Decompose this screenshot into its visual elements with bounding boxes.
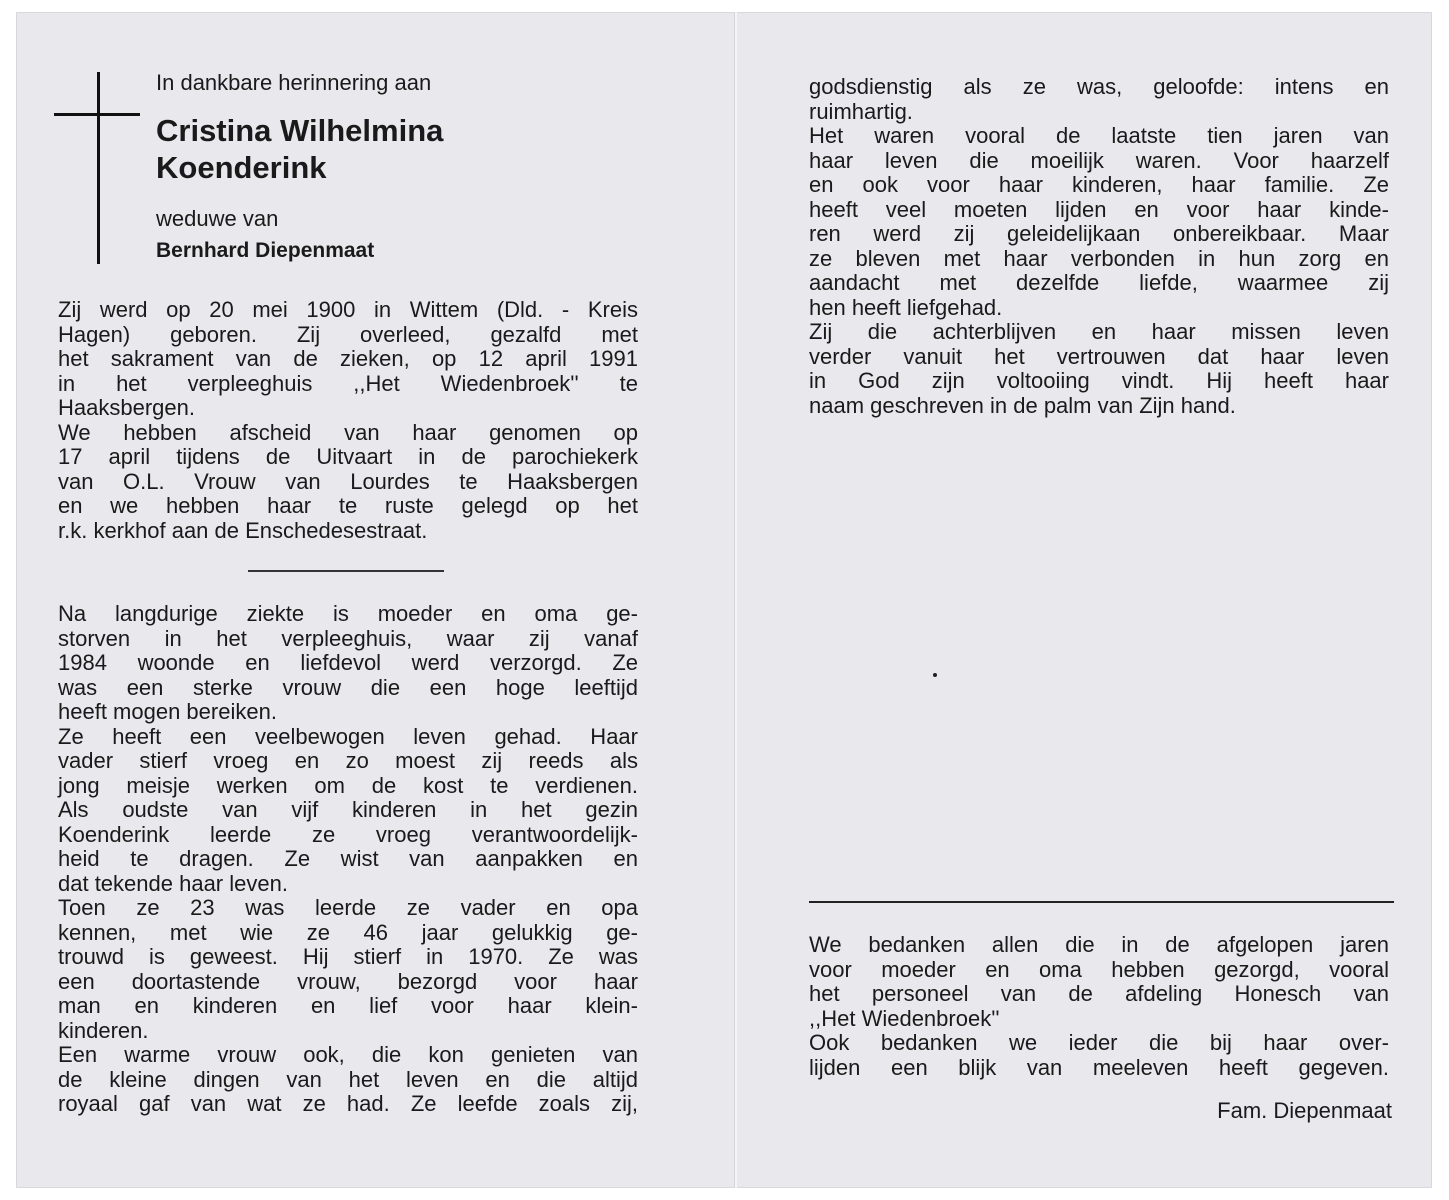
text-line: storven in het verpleeghuis, waar zij vanaf xyxy=(58,625,638,651)
text-line: Ze heeft een veelbewogen leven gehad. Haar xyxy=(58,723,638,749)
intro-text: In dankbare herinnering aan xyxy=(156,70,432,95)
husband-name: Bernhard Diepenmaat xyxy=(156,239,375,262)
memorial-card xyxy=(16,12,1432,1188)
name-line-1: Cristina Wilhelmina xyxy=(156,113,444,148)
text-line: ruimhartig. xyxy=(809,98,913,124)
text-line: 1984 woonde en liefdevol werd verzorgd. Ze xyxy=(58,650,638,675)
text-line: Na langdurige ziekte is moeder en oma ge- xyxy=(58,601,638,626)
text-line: hen heeft liefgehad. xyxy=(809,294,1003,320)
text-line: kinderen. xyxy=(58,1017,149,1043)
text-line: ze bleven met haar verbonden in hun zorg en xyxy=(809,245,1389,271)
text-line: haar leven die moeilijk waren. Voor haarzelf xyxy=(809,147,1389,173)
text-line: een doortastende vrouw, bezorgd voor haar xyxy=(58,968,638,994)
paragraph-thanks xyxy=(809,933,1389,1080)
text-line: Hagen) geboren. Zij overleed, gezalfd met xyxy=(58,321,638,347)
name-line-2: Koenderink xyxy=(156,150,327,185)
text-line: godsdienstig als ze was, geloofde: intens en xyxy=(809,74,1389,99)
text-line: en ook voor haar kinderen, haar familie. Ze xyxy=(809,172,1389,197)
text-line: aandacht met dezelfde liefde, waarmee zij xyxy=(809,270,1389,295)
deceased-name xyxy=(156,112,636,186)
text-line: naam geschreven in de palm van Zijn hand. xyxy=(809,392,1236,418)
text-line: ,,Het Wiedenbroek'' xyxy=(809,1005,1000,1031)
text-line: dat tekende haar leven. xyxy=(58,870,288,896)
text-line: r.k. kerkhof aan de Enschedesestraat. xyxy=(58,517,428,543)
text-line: lijden een blijk van meeleven heeft gegeven. xyxy=(809,1054,1389,1080)
text-line: was een sterke vrouw die een hoge leeftijd xyxy=(58,674,638,700)
widow-of-label: weduwe van xyxy=(156,206,279,231)
paragraph-life-story xyxy=(58,602,638,1117)
text-line: voor moeder en oma hebben gezorgd, vooral xyxy=(809,956,1389,982)
text-line: ren werd zij geleidelijkaan onbereikbaar. Maar xyxy=(809,221,1389,246)
text-line: Een warme vrouw ook, die kon genieten van xyxy=(58,1042,638,1067)
text-line: in God zijn voltooiing vindt. Hij heeft haar xyxy=(809,368,1389,393)
text-line: heeft mogen bereiken. xyxy=(58,699,277,724)
text-line: en we hebben haar te ruste gelegd op het xyxy=(58,493,638,518)
text-line: de kleine dingen van het leven en die altijd xyxy=(58,1066,638,1092)
text-line: Zij werd op 20 mei 1900 in Wittem (Dld. - Kreis xyxy=(58,297,638,322)
text-line: Het waren vooral de laatste tien jaren van xyxy=(809,123,1389,148)
text-line: Als oudste van vijf kinderen in het gezin xyxy=(58,797,638,822)
divider xyxy=(809,901,1394,903)
text-line: heid te dragen. Ze wist van aanpakken en xyxy=(58,846,638,871)
text-line: heeft veel moeten lijden en voor haar kinde- xyxy=(809,196,1389,222)
text-line: jong meisje werken om de kost te verdienen. xyxy=(58,772,638,798)
text-line: We hebben afscheid van haar genomen op xyxy=(58,419,638,445)
text-line: kennen, met wie ze 46 jaar gelukkig ge- xyxy=(58,919,638,945)
text-line: We bedanken allen die in de afgelopen jaren xyxy=(809,932,1389,957)
text-line: royaal gaf van wat ze had. Ze leefde zoals zij, xyxy=(58,1091,638,1116)
text-line: Haaksbergen. xyxy=(58,395,195,420)
cross-icon-bar xyxy=(54,113,140,116)
card-fold xyxy=(734,12,737,1188)
text-line: verder vanuit het vertrouwen dat haar leven xyxy=(809,343,1389,369)
text-line: Zij die achterblijven en haar missen leven xyxy=(809,319,1389,344)
divider xyxy=(248,570,444,572)
cross-icon xyxy=(97,72,100,264)
text-line: Toen ze 23 was leerde ze vader en opa xyxy=(58,895,638,920)
text-line: in het verpleeghuis ,,Het Wiedenbroek'' te xyxy=(58,370,638,396)
text-line: trouwd is geweest. Hij stierf in 1970. Ze was xyxy=(58,944,638,969)
speck xyxy=(933,673,937,677)
text-line: man en kinderen en lief voor haar klein- xyxy=(58,993,638,1018)
text-line: Ook bedanken we ieder die bij haar over- xyxy=(809,1030,1389,1055)
signature: Fam. Diepenmaat xyxy=(1217,1098,1392,1123)
text-line: van O.L. Vrouw van Lourdes te Haaksbergen xyxy=(58,468,638,494)
text-line: het personeel van de afdeling Honesch van xyxy=(809,981,1389,1006)
text-line: Koenderink leerde ze vroeg verantwoordelijk- xyxy=(58,821,638,847)
paragraph-faith xyxy=(809,75,1389,418)
text-line: vader stierf vroeg en zo moest zij reeds als xyxy=(58,748,638,773)
paragraph-birth-death xyxy=(58,298,638,543)
text-line: 17 april tijdens de Uitvaart in de parochiekerk xyxy=(58,444,638,469)
text-line: het sakrament van de zieken, op 12 april 1991 xyxy=(58,346,638,371)
